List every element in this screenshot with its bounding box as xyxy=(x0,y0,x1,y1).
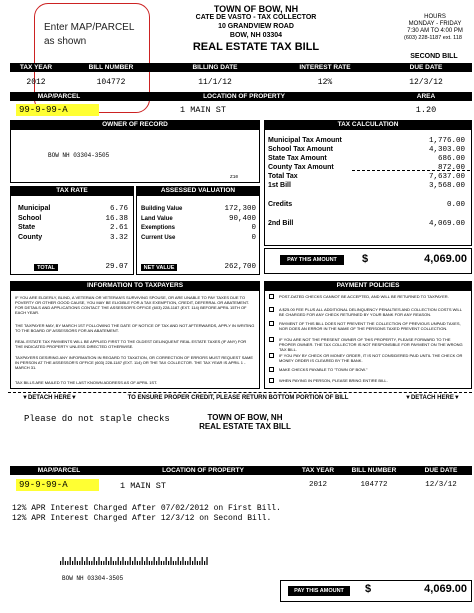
barcode-bar xyxy=(182,557,183,565)
barcode-bar xyxy=(125,561,126,565)
info-para-5: TAX BILLS ARE MAILED TO THE LAST KNOWN ADDRESS AS OF APRIL 1ST. xyxy=(15,380,158,385)
stub-map-parcel: 99-9-99-A xyxy=(16,479,99,491)
barcode-bar xyxy=(178,557,179,565)
barcode-bar xyxy=(185,561,186,565)
barcode-bar xyxy=(156,561,157,565)
hdr-tax-year: TAX YEAR xyxy=(10,63,62,72)
tax-rate-label: State xyxy=(18,224,36,231)
barcode-bar xyxy=(84,561,85,565)
barcode-bar xyxy=(173,561,174,565)
barcode-bar xyxy=(72,561,73,565)
second-bill-value: 4,069.00 xyxy=(428,220,465,228)
hours-days: MONDAY - FRIDAY xyxy=(408,21,462,27)
taxcalc-value: 686.00 xyxy=(437,155,465,163)
policy-item: PAYMENT OF THIS BILL DOES NOT PREVENT THE COLLECTION OF PREVIOUS UNPAID TAXES, NOR DOES AN ERROR IN THE NAME OF THE PERSONS TAXED PREVENT COLLECTION. xyxy=(279,321,461,331)
policy-item: A $25.00 FEE PLUS ALL ADDITIONAL DELINQUENCY PENALTIES AND COLLECTION COSTS WILL BE CHARGED FOR ANY CHECK RETURNED BY YOUR BANK FOR ANY REASON. xyxy=(279,307,462,317)
tax-rate-label: Municipal xyxy=(18,205,51,212)
barcode-bar xyxy=(206,557,207,565)
tax-rate-label: County xyxy=(18,233,43,241)
policy-bullet-icon xyxy=(269,353,274,358)
hdr-location: LOCATION OF PROPERTY xyxy=(108,92,380,101)
barcode-bar xyxy=(149,561,150,565)
tax-year-value: 2012 xyxy=(26,78,46,87)
barcode-bar xyxy=(144,561,145,565)
barcode-bar xyxy=(82,557,83,565)
policy-bullet-icon xyxy=(269,378,274,383)
taxcalc-value: 4,303.00 xyxy=(428,146,465,154)
barcode-bar xyxy=(120,561,121,565)
stub-pay-amount: 4,069.00 xyxy=(424,583,467,595)
hdr-tax-calc: TAX CALCULATION xyxy=(264,120,472,129)
net-value-label: NET VALUE xyxy=(141,264,177,271)
taxcalc-label: State Tax Amount xyxy=(268,155,327,162)
town-name: TOWN OF BOW, NH xyxy=(213,4,299,14)
info-para-3: REAL ESTATE TAX PAYMENTS WILL BE APPLIED FIRST TO THE OLDEST DELINQUENT REAL ESTATE TAXES (IF ANY) FOR THE INDICATED PROPERTY UNLESS DIRECTED OTHERWISE. xyxy=(15,339,247,349)
bill-type: SECOND BILL xyxy=(410,53,458,60)
second-bill-label: 2nd Bill xyxy=(268,220,294,227)
barcode-bar xyxy=(134,557,135,565)
hdr-billing-date: BILLING DATE xyxy=(160,63,270,72)
map-parcel-value: 99-9-99-A xyxy=(16,104,99,116)
stub-due-date: 12/3/12 xyxy=(425,481,457,489)
stub-pay-currency: $ xyxy=(365,583,372,595)
barcode-bar xyxy=(170,557,171,565)
policy-bullet-icon xyxy=(269,307,274,312)
stub-town: TOWN OF BOW, NH xyxy=(207,413,283,422)
valuation-value: 90,400 xyxy=(228,214,256,223)
hdr-interest-rate: INTEREST RATE xyxy=(270,63,380,72)
policy-bullet-icon xyxy=(269,321,274,326)
stub-title: REAL ESTATE TAX BILL xyxy=(199,422,291,431)
stub-address: BOW NH 03304-3505 xyxy=(62,575,124,582)
detach-right: ▼DETACH HERE▼ xyxy=(405,395,460,401)
barcode-bar xyxy=(175,561,176,565)
policy-item: IF YOU ARE NOT THE PRESENT OWNER OF THIS PROPERTY, PLEASE FORWARD TO THE PROPER OWNER. THE TAX COLLECTOR IS NOT RESPONSIBLE FOR PAYMENT ON THE WRONG TAX BILL. xyxy=(279,337,463,352)
valuation-value: 172,300 xyxy=(224,205,256,213)
barcode-bar xyxy=(132,561,133,565)
detach-center: TO ENSURE PROPER CREDIT, PLEASE RETURN BOTTOM PORTION OF BILL xyxy=(127,395,349,401)
policy-item: POST-DATED CHECKS CANNOT BE ACCEPTED, AND WILL BE RETURNED TO TAXPAYER. xyxy=(279,294,449,299)
stub-tax-year: 2012 xyxy=(308,481,327,489)
taxcalc-label: Municipal Tax Amount xyxy=(268,137,342,144)
barcode-bar xyxy=(202,557,203,565)
pay-currency: $ xyxy=(362,253,369,265)
taxcalc-dash xyxy=(352,170,470,171)
office-phone: (603) 228-1187 ext. 118 xyxy=(404,35,462,41)
annotation-text-line2: as shown xyxy=(44,36,87,47)
stub-bill-number: 104772 xyxy=(360,481,388,489)
credits-label: Credits xyxy=(268,201,293,208)
barcode-bar xyxy=(118,557,119,565)
barcode-bar xyxy=(74,557,75,565)
barcode-bar xyxy=(199,561,200,565)
info-para-4: TAXPAYERS DESIRING ANY INFORMATION IN REGARD TO TAXATION, OR CORRECTION OF ERRORS MUST REQUEST SAME IN PERSON AT THE ASSESSOR'S OFFICE (603) 228-1187 (EXT. 114) OR THE TAX COLLECTOR. THE TAX YEAR IS APRIL 1 - MARCH 31. xyxy=(15,355,254,370)
valuation-value: 0 xyxy=(251,233,256,242)
taxcalc-value: 872.00 xyxy=(437,164,465,172)
detach-line xyxy=(8,392,472,393)
net-value: 262,700 xyxy=(224,263,256,271)
interest-note-1: 12% APR Interest Charged After 07/02/2012 on First Bill. xyxy=(12,504,281,513)
staple-note: Please do not staple checks xyxy=(24,414,170,424)
barcode-bar xyxy=(180,561,181,565)
hours-label: HOURS xyxy=(424,14,446,20)
barcode-bar xyxy=(86,557,87,565)
barcode-bar xyxy=(154,557,155,565)
taxcalc-label: 1st Bill xyxy=(268,182,291,189)
barcode-bar xyxy=(197,561,198,565)
interest-note-2: 12% APR Interest Charged After 12/3/12 on Second Bill. xyxy=(12,514,272,523)
barcode-bar xyxy=(106,557,107,565)
barcode-bar xyxy=(127,561,128,565)
barcode-bar xyxy=(96,561,97,565)
policy-item: WHEN PAYING IN PERSON, PLEASE BRING ENTIRE BILL. xyxy=(279,378,388,383)
taxcalc-label: School Tax Amount xyxy=(268,146,333,153)
office-address: 10 GRANDVIEW ROAD xyxy=(218,23,294,30)
barcode-bar xyxy=(158,557,159,565)
taxcalc-value: 1,776.00 xyxy=(428,137,465,145)
hdr-info: INFORMATION TO TAXPAYERS xyxy=(10,281,260,290)
policy-bullet-icon xyxy=(269,294,274,299)
location-value: 1 MAIN ST xyxy=(180,105,226,115)
due-date-value: 12/3/12 xyxy=(409,78,443,87)
info-para-1: IF YOU ARE ELDERLY, BLIND, A VETERAN OR VETERAN'S SURVIVING SPOUSE, OR ARE UNABLE TO PAY TAXES DUE TO POVERTY OR OTHER GOOD CAUSE, YOU MAY BE ELIGIBLE FOR A TAX EXEMPTION, CREDIT, DEFERRAL OR ABATEMENT. FOR DETAILS AND APPLICATIONS CONTACT THE ASSESSOR'S OFFICE (603) 228-1187 (EXT. 114) BEFORE APRIL 15TH OF EACH YEAR. xyxy=(15,295,249,315)
policy-bullet-icon xyxy=(269,367,274,372)
bill-number-value: 104772 xyxy=(96,78,126,87)
taxcalc-label: County Tax Amount xyxy=(268,164,334,171)
barcode-bar xyxy=(115,561,116,565)
barcode-bar xyxy=(77,561,78,565)
tax-rate-label: School xyxy=(18,214,42,222)
hdr-map-parcel: MAP/PARCEL xyxy=(10,92,108,101)
owner-code: Z10 xyxy=(230,175,239,180)
barcode-graphic xyxy=(60,557,210,565)
tax-rate-value: 3.32 xyxy=(109,233,128,242)
valuation-label: Land Value xyxy=(141,215,173,222)
stub-pay-label: PAY THIS AMOUNT xyxy=(288,586,350,596)
tax-rate-value: 16.38 xyxy=(105,214,128,223)
info-para-2: THE TAXPAYER MAY, BY MARCH 1ST FOLLOWING THE DATE OF NOTICE OF TAX AND NOT AFTERWARDS, APPLY IN WRITING TO THE BOARD OF ASSESSORS FOR AN ABATEMENT. xyxy=(15,323,255,333)
total-value: 29.07 xyxy=(105,263,128,271)
barcode-bar xyxy=(89,561,90,565)
barcode-bar xyxy=(98,557,99,565)
stub-location: 1 MAIN ST xyxy=(120,481,166,491)
credits-value: 0.00 xyxy=(446,201,465,209)
valuation-label: Building Value xyxy=(141,206,183,212)
stub-hdr-tax-year: TAX YEAR xyxy=(298,466,338,475)
barcode-bar xyxy=(67,561,68,565)
barcode-bar xyxy=(137,561,138,565)
barcode-bar xyxy=(70,557,71,565)
hdr-valuation: ASSESSED VALUATION xyxy=(136,186,260,195)
valuation-value: 0 xyxy=(251,224,256,232)
policy-item: IF YOU PAY BY CHECK OR MONEY ORDER, IT IS NOT CONSIDERED PAID UNTIL THE CHECK OR MONEY ORDER IS CLEARED BY THE BANK. xyxy=(279,353,463,363)
owner-address: BOW NH 03304-3505 xyxy=(48,152,110,159)
interest-rate-value: 12% xyxy=(317,78,333,87)
pay-amount: 4,069.00 xyxy=(424,253,467,265)
barcode-bar xyxy=(103,561,104,565)
tax-rate-value: 6.76 xyxy=(109,205,128,213)
area-value: 1.20 xyxy=(415,105,437,115)
barcode-bar xyxy=(192,561,193,565)
barcode-bar xyxy=(187,561,188,565)
office-city: BOW, NH 03304 xyxy=(229,32,283,39)
barcode-bar xyxy=(91,561,92,565)
barcode-bar xyxy=(113,561,114,565)
annotation-text-line1: Enter MAP/PARCEL xyxy=(44,22,135,33)
collector-office: CATE DE VASTO - TAX COLLECTOR xyxy=(195,14,317,21)
hdr-due-date: DUE DATE xyxy=(380,63,472,72)
barcode-bar xyxy=(79,561,80,565)
stub-hdr-map: MAP/PARCEL xyxy=(10,466,108,475)
tax-rate-value: 2.61 xyxy=(109,224,128,232)
bill-title: REAL ESTATE TAX BILL xyxy=(192,41,320,53)
hdr-tax-rate: TAX RATE xyxy=(10,186,134,195)
policy-item: MAKE CHECKS PAYABLE TO "TOWN OF BOW." xyxy=(279,367,368,372)
total-label: TOTAL xyxy=(34,264,58,271)
detach-left: ▼DETACH HERE▼ xyxy=(22,395,77,401)
policy-bullet-icon xyxy=(269,337,274,342)
barcode-bar xyxy=(108,561,109,565)
barcode-bar xyxy=(166,557,167,565)
postal-barcode xyxy=(60,552,210,570)
hdr-bill-number: BILL NUMBER xyxy=(62,63,160,72)
barcode-bar xyxy=(204,561,205,565)
barcode-bar xyxy=(146,557,147,565)
barcode-bar xyxy=(65,561,66,565)
taxcalc-value: 7,637.00 xyxy=(428,173,465,181)
hdr-policies: PAYMENT POLICIES xyxy=(264,281,472,290)
barcode-bar xyxy=(122,557,123,565)
hours-time: 7:30 AM TO 4:00 PM xyxy=(407,28,463,34)
barcode-bar xyxy=(194,557,195,565)
stub-hdr-location: LOCATION OF PROPERTY xyxy=(108,466,298,475)
valuation-label: Exemptions xyxy=(141,225,176,231)
barcode-bar xyxy=(161,561,162,565)
barcode-bar xyxy=(62,557,63,565)
barcode-bar xyxy=(130,557,131,565)
barcode-bar xyxy=(163,561,164,565)
barcode-bar xyxy=(139,561,140,565)
stub-hdr-due-date: DUE DATE xyxy=(410,466,472,475)
barcode-bar xyxy=(142,557,143,565)
stub-hdr-bill-number: BILL NUMBER xyxy=(338,466,410,475)
billing-date-value: 11/1/12 xyxy=(198,78,232,87)
barcode-bar xyxy=(168,561,169,565)
taxcalc-label: Total Tax xyxy=(268,173,298,180)
valuation-label: Current Use xyxy=(141,234,176,241)
hdr-area: AREA xyxy=(380,92,472,101)
barcode-bar xyxy=(190,557,191,565)
barcode-bar xyxy=(110,557,111,565)
pay-label: PAY THIS AMOUNT xyxy=(280,255,344,265)
barcode-bar xyxy=(60,561,61,565)
hdr-owner: OWNER OF RECORD xyxy=(10,120,260,129)
barcode-bar xyxy=(94,557,95,565)
taxcalc-value: 3,568.00 xyxy=(428,182,465,190)
barcode-bar xyxy=(151,561,152,565)
barcode-bar xyxy=(101,561,102,565)
